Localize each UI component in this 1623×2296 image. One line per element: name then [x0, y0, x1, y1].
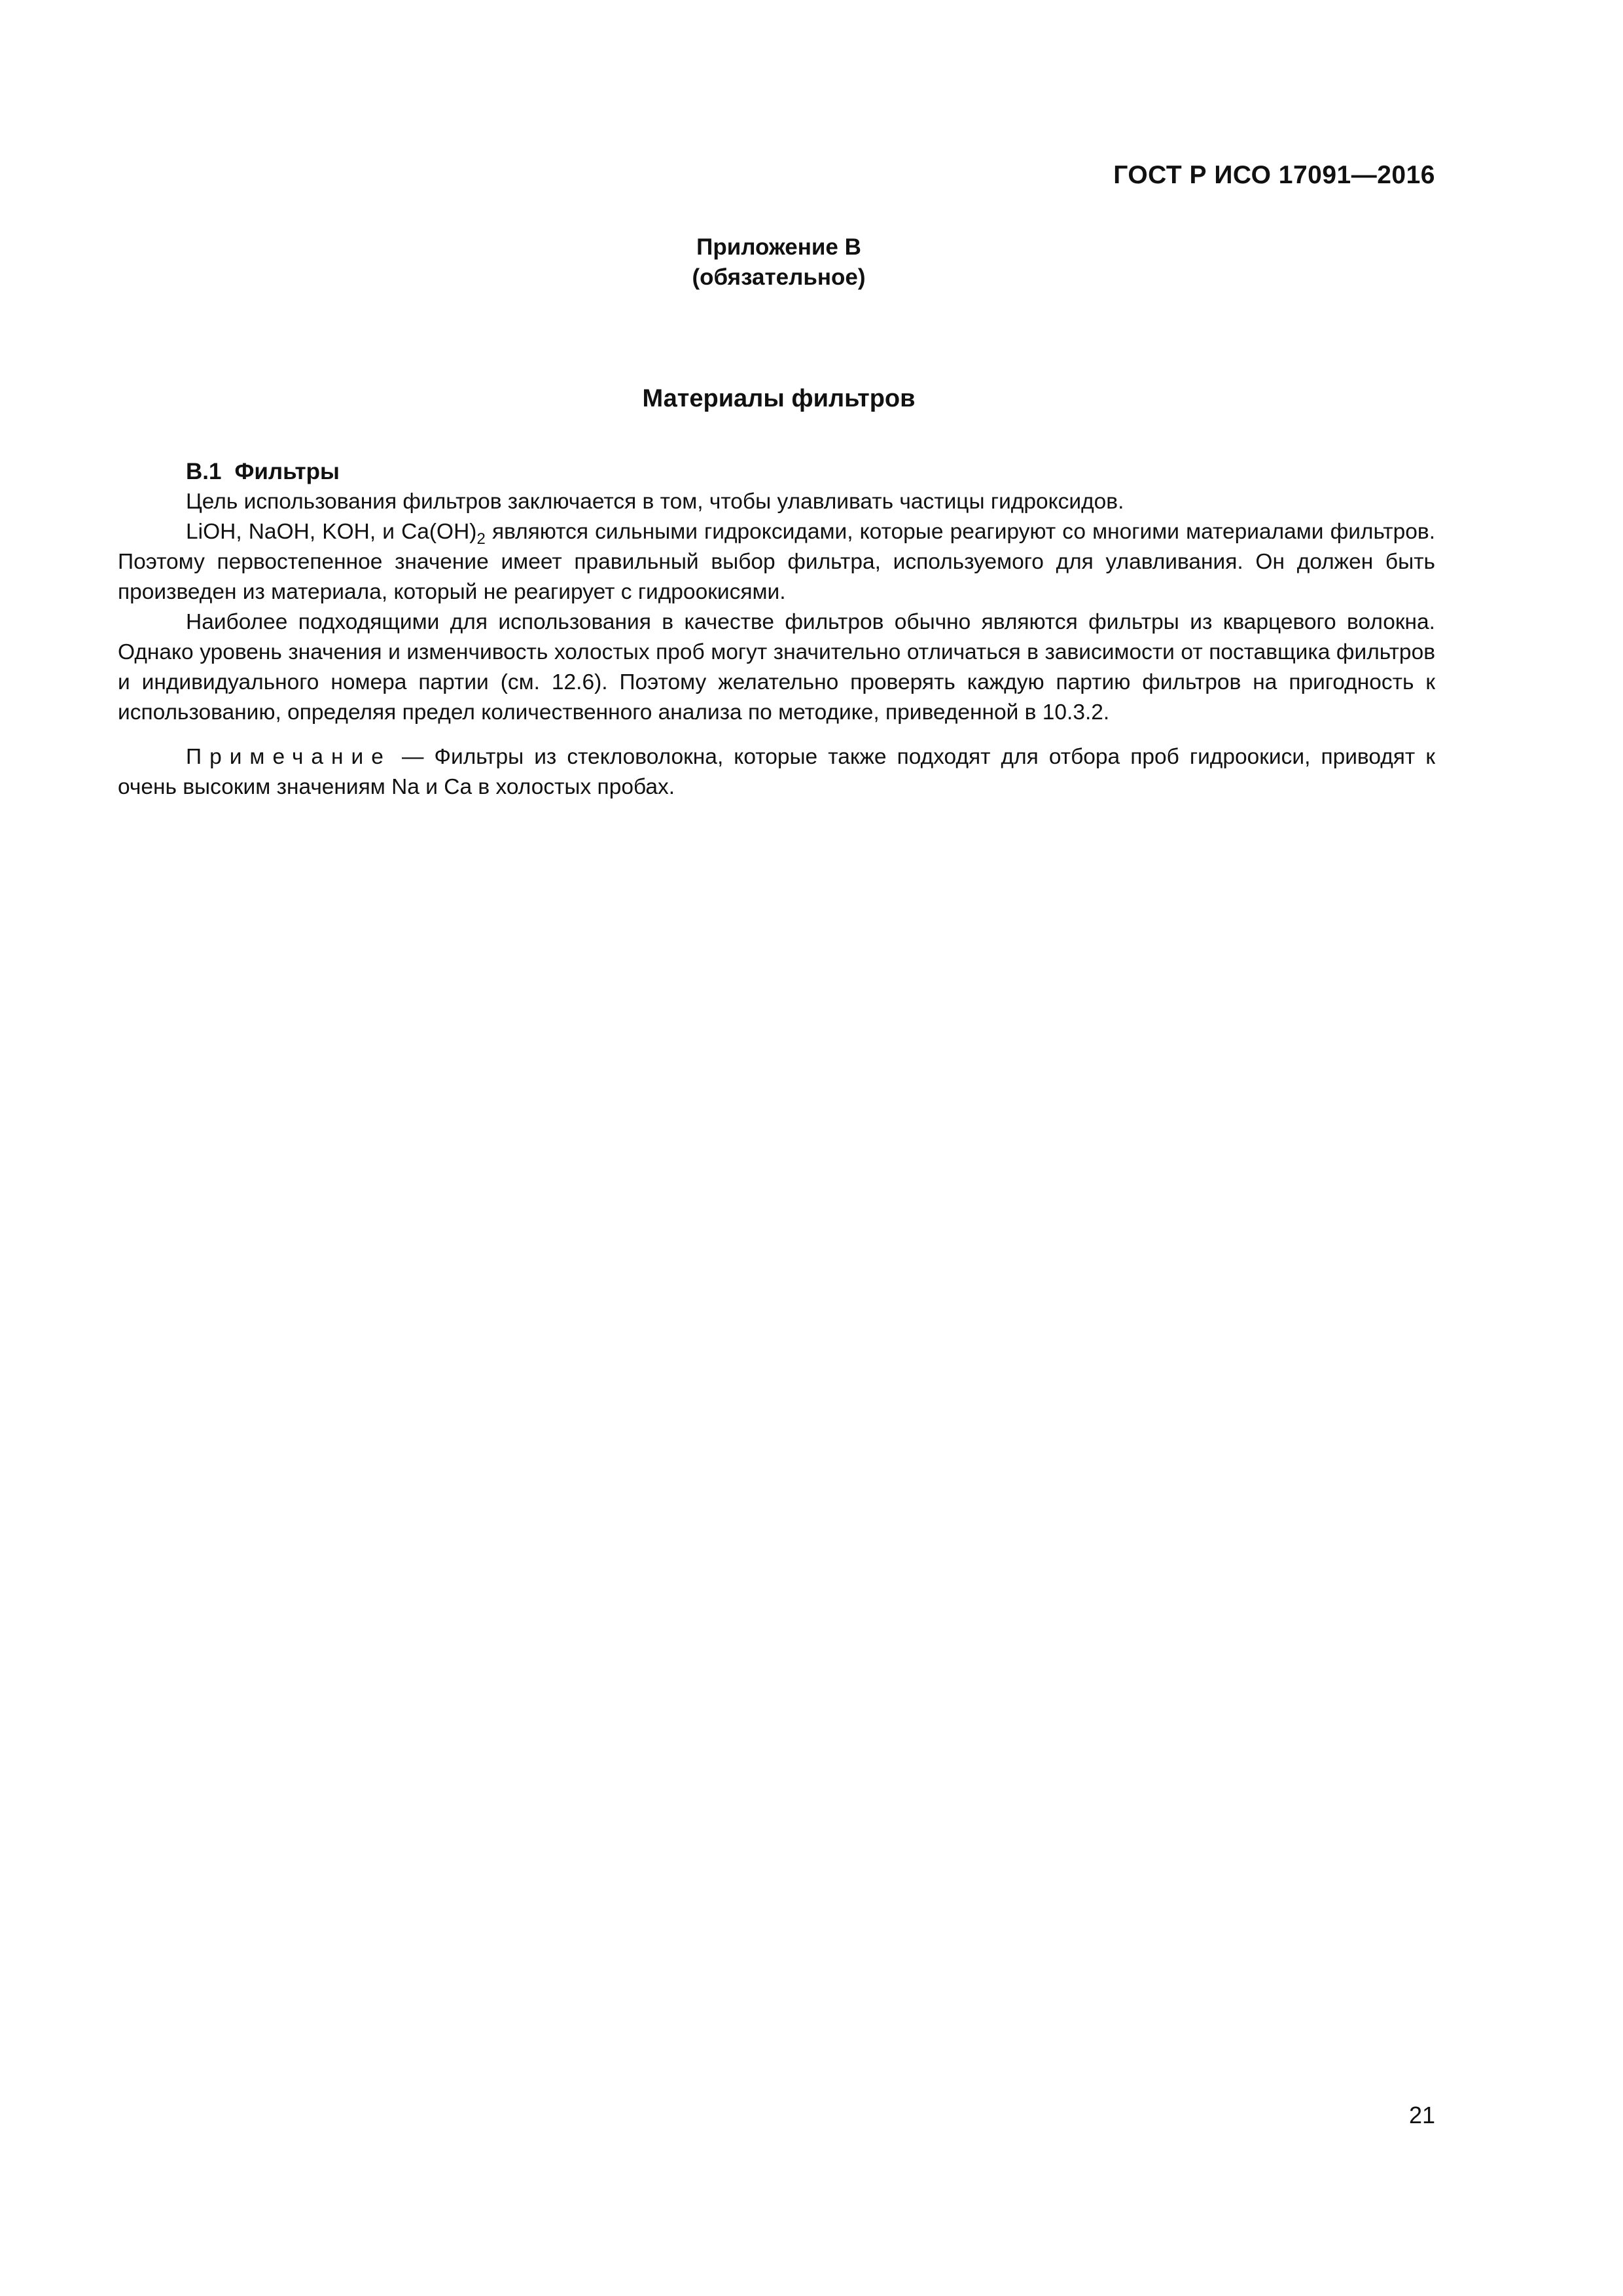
body-text — [118, 457, 1435, 802]
paragraph-hydroxides — [118, 517, 1435, 607]
annex-heading — [0, 232, 1558, 293]
paragraph-hydroxides-formula: LiOH, NaOH, KOH, и Ca(OH) — [186, 520, 477, 544]
clause-title: Фильтры — [234, 459, 340, 484]
paragraph-purpose: Цель использования фильтров заключается в том, чтобы улавливать частицы гидроксидов. — [186, 490, 1124, 514]
page-number: 21 — [1408, 2102, 1435, 2128]
clause-heading — [118, 457, 1435, 487]
paragraph-quartz-filters: Наиболее подходящими для использования в качестве фильтров обычно являются фильтры из кварцевого волокна. Однако уровень значения и изменчивость холостых проб могут значительно отличаться в зависимости от поставщика фильтров и индивидуального номера партии (см. 12.6). Поэтому желательно проверять каждую партию фильтров на пригодность к использованию, определяя предел количественного анализа по методике, приведенной в 10.3.2. — [118, 610, 1435, 725]
note-label: Примечание — [186, 745, 391, 769]
annex-title: Приложение В — [696, 234, 861, 260]
document-code: ГОСТ Р ИСО 17091—2016 — [1113, 161, 1435, 189]
note — [118, 742, 1435, 802]
note-text: — Фильтры из стекловолокна, которые также подходят для отбора проб гидроокиси, приводят к очень высоким значениям Na и Ca в холостых пробах. — [118, 745, 1435, 799]
formula-subscript: 2 — [476, 530, 486, 548]
paragraph-hydroxides-text: являются сильными гидроксидами, которые реагируют со многими материалами фильтров. Поэтому первостепенное значение имеет правильный выбор фильтра, используемого для улавливания. Он должен быть произведен из материала, который не реагирует с гидроокисями. — [118, 520, 1435, 604]
clause-number: В.1 — [186, 459, 222, 484]
section-title: Материалы фильтров — [642, 385, 916, 412]
annex-status: (обязательное) — [692, 264, 866, 290]
